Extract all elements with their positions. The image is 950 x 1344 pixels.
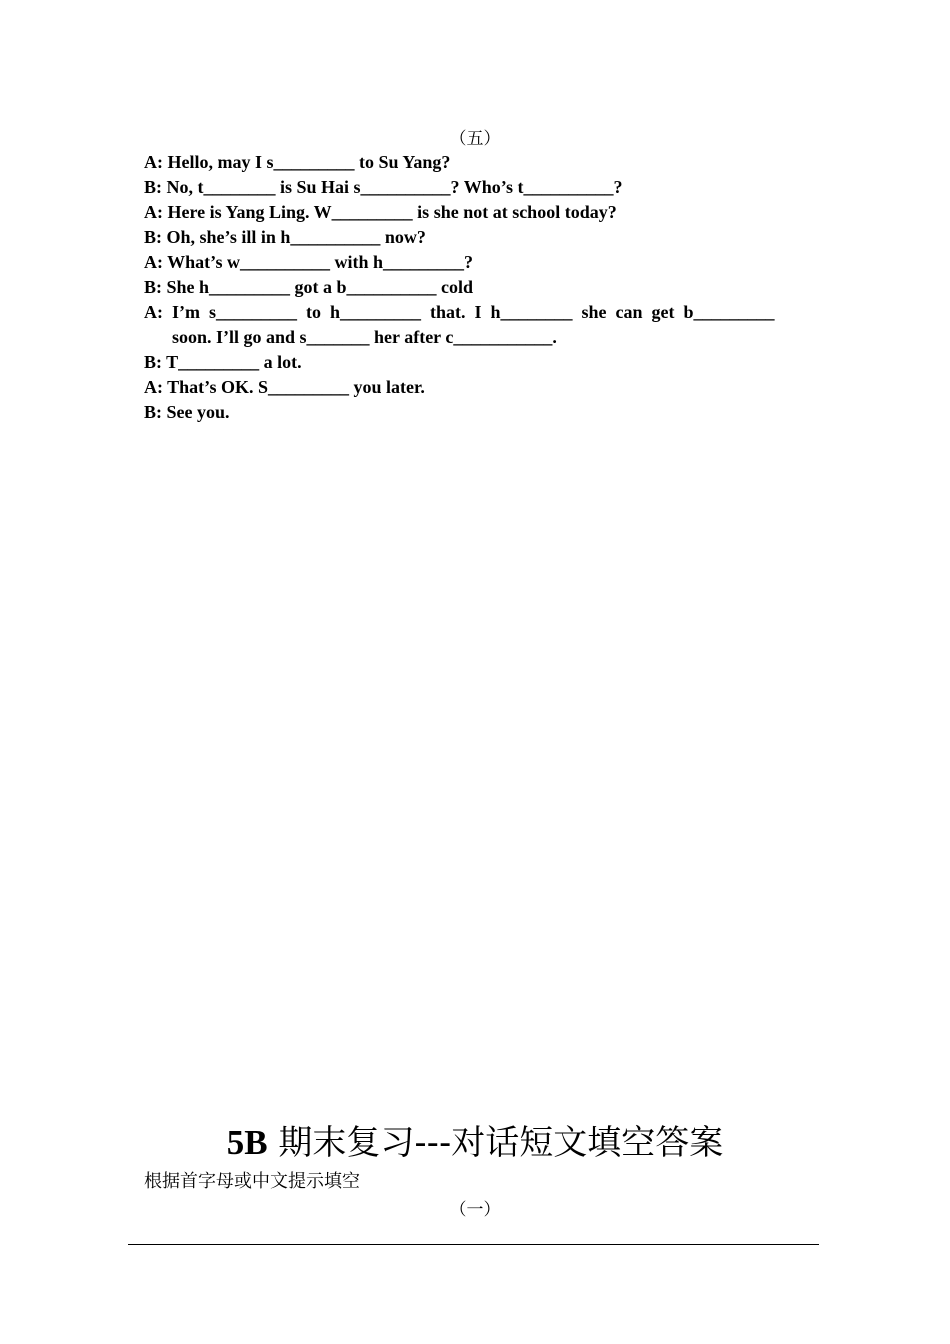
dialogue-line-continued: soon. I’ll go and s_______ her after c___________. [172, 327, 557, 347]
dialogue-line: B: She h_________ got a b__________ cold [144, 277, 474, 297]
instruction-text: 根据首字母或中文提示填空 [144, 1171, 360, 1192]
answers-title-text: 期末复习---对话短文填空答案 [267, 1123, 724, 1163]
dialogue-line: A: What’s w__________ with h_________? [144, 252, 474, 272]
dialogue-line: B: T_________ a lot. [144, 352, 302, 372]
dialogue-line: A: Here is Yang Ling. W_________ is she not at school today? [144, 202, 617, 222]
dialogue-line: B: Oh, she’s ill in h__________ now? [144, 227, 426, 247]
section-heading-1: （一） [449, 1200, 501, 1220]
dialogue-line: A: Hello, may I s_________ to Su Yang? [144, 152, 451, 172]
dialogue-block [144, 150, 814, 425]
dialogue-line: B: See you. [144, 402, 230, 422]
section-heading-5: （五） [449, 129, 501, 149]
answers-title-prefix: 5B [226, 1123, 268, 1162]
dialogue-line: A: I’m s_________ to h_________ that. I h________ she can get b_________ [144, 302, 775, 322]
dialogue-line: B: No, t________ is Su Hai s__________? Who’s t__________? [144, 177, 623, 197]
footer-divider [128, 1244, 819, 1245]
answers-title [0, 1120, 950, 1166]
dialogue-line: A: That’s OK. S_________ you later. [144, 377, 425, 397]
